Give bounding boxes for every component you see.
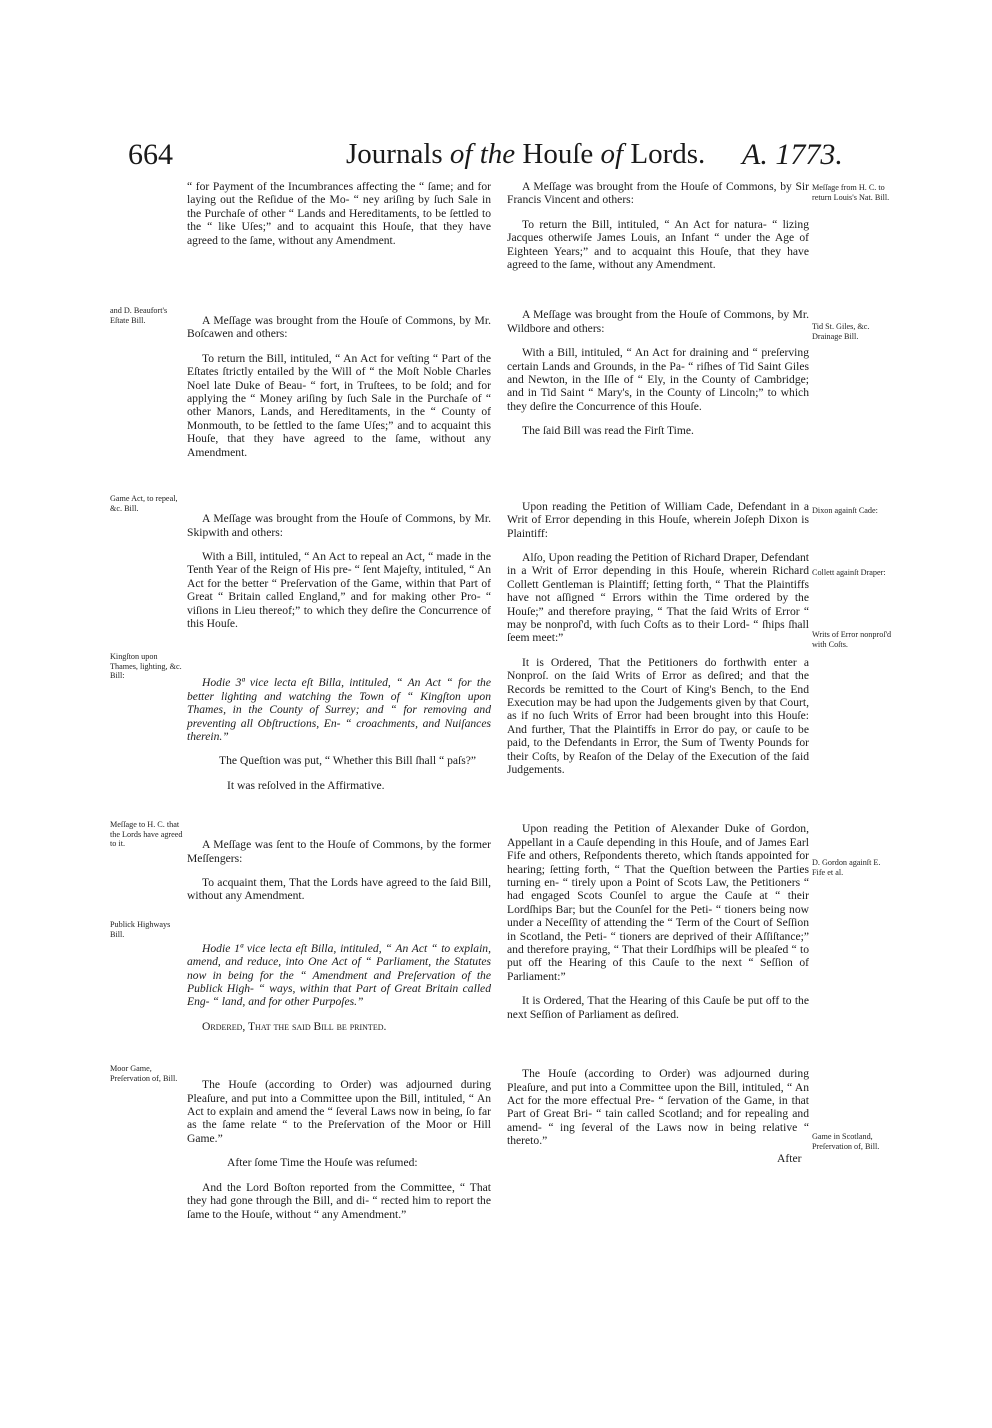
right-column bbox=[507, 180, 809, 1165]
right-b1-p1: A Meſſage was brought from the Houſe of Commons, by Sir Francis Vincent and others: bbox=[507, 180, 809, 207]
left-b3-p2: With a Bill, intituled, “ An Act to repeal an Act, “ made in the Tenth Year of the Reign of His pre- “ ſent Majeſty, intituled, “ An Act for the better “ Preſervation of the Game, within that Part of Great “ Britain called England,” and for making other Pro- “ viſions in Lieu thereof;” to which they deſire the Concurrence of this Houſe. bbox=[187, 549, 491, 630]
right-b2-p1: A Meſſage was brought from the Houſe of Commons, by Mr. Wildbore and others: bbox=[507, 308, 809, 335]
page-title: Journals of the Houſe of Lords. bbox=[346, 138, 706, 170]
right-b5-p1: The Houſe (according to Order) was adjourned during Pleaſure, and put into a Committee upon the Bill, intituled, “ An Act for the more effectual Pre- “ ſervation of the Game, in that Part of Great Bri- “ tain called Scotland; and for repealing and amend- “ ing ſeveral of the Laws now in being relative “ thereto.” bbox=[507, 1067, 809, 1148]
left-b3-p1: A Meſſage was brought from the Houſe of Commons, by Mr. Skipwith and others: bbox=[187, 512, 491, 539]
margin-note-game-act: Game Act, to repeal, &c. Bill. bbox=[110, 494, 178, 513]
page-header bbox=[0, 138, 992, 178]
right-b1-p2: To return the Bill, intituled, “ An Act for natura- “ lizing Jacques otherwiſe James Louis, an Infant “ under the Age of Eighteen Years;” and to acquaint this Houſe, that they have agreed to the ſame, without any Amendment. bbox=[507, 217, 809, 272]
page-year: A. 1773. bbox=[742, 138, 843, 171]
margin-note-collett-draper: Collett againſt Draper: bbox=[812, 568, 886, 577]
page-number: 664 bbox=[128, 138, 173, 171]
left-b6-p1: Hodie 1ª vice lecta eſt Billa, intituled, “ An Act “ to explain, amend, and reduce, into One Act of “ Parliament, the Statutes now in being for the “ Amendment and Preſervation of the Publick High- “ ways, within that Part of Great Britain called Eng- “ land, and for other Purpoſes.” bbox=[187, 941, 491, 1009]
left-b6-p2: Ordered, That the ſaid Bill be printed. bbox=[202, 1019, 387, 1033]
margin-note-highways: Publick Highways Bill. bbox=[110, 920, 171, 939]
margin-note-beaufort: and D. Beaufort's Eſtate Bill. bbox=[110, 306, 168, 325]
left-column bbox=[187, 180, 491, 1232]
margin-note-gordon-fife: D. Gordon againſt E. Fife et al. bbox=[812, 858, 881, 877]
left-b7-p3: And the Lord Boſton reported from the Committee, “ That they had gone through the Bill, and di- “ rected him to report the ſame to the Houſe, without “ any Amendment.” bbox=[187, 1180, 491, 1221]
margin-note-message-hc: Meſſage to H. C. that the Lords have agreed to it. bbox=[110, 820, 183, 848]
margin-note-moor-game: Moor Game, Preſervation of, Bill. bbox=[110, 1064, 178, 1083]
left-b1-p1: “ for Payment of the Incumbrances affecting the “ ſame; and for laying out the Reſidue of the Mo- “ ney ariſing by ſuch Sale in the Purchaſe of other “ Lands and Hereditaments, to be ſettled to the “ like Uſes;” and to acquaint this Houſe, that they have agreed to the ſame, without any Amendment. bbox=[187, 180, 491, 247]
margin-note-writs-error: Writs of Error nonproſ'd with Coſts. bbox=[812, 630, 892, 649]
right-b4-p1: Upon reading the Petition of Alexander Duke of Gordon, Appellant in a Cauſe depending in this Houſe, and of James Earl Fife and others, Reſpondents thereto, which ſtands appointed for hearing; ſetting forth, “ That the Queſtion between the Parties turning en- “ tirely upon a Point of Scots Law, the Petitioners “ had engaged Scots Counſel to argue the Cauſe at “ their Lordſhips Bar; but the Counſel for the Peti- “ tioners being now under a Neceſſity of attending the “ Term of the Court of Seſſion in Scotland, the Peti- “ tioners are deprived of their Aſſiſtance;” and therefore praying, “ That their Lordſhips will be pleaſed “ to put off the Hearing of this Cauſe to the next “ Seſſion of Parliament:” bbox=[507, 822, 809, 983]
right-b2-p2: With a Bill, intituled, “ An Act for draining and “ preſerving certain Lands and Grounds, in the Pa- “ riſhes of Tid Saint Giles and Newton, in the Iſle of “ Ely, in the County of Cambridge; and in Tid Saint “ Mary's, in the County of Lincoln;” to which they deſire the Concurrence of this Houſe. bbox=[507, 346, 809, 413]
left-b7-p2: After ſome Time the Houſe was reſumed: bbox=[227, 1156, 418, 1170]
right-b3-p1: Upon reading the Petition of William Cade, Defendant in a Writ of Error depending in this Houſe, wherein Joſeph Dixon is Plaintiff: bbox=[507, 499, 809, 540]
left-b2-p2: To return the Bill, intituled, “ An Act for veſting “ Part of the Eſtates ſtrictly entailed by the Will of “ the Moſt Noble Charles Noel late Duke of Beau- “ fort, in Truſtees, to be ſold; and for applying the “ Money ariſing by ſuch Sale in the Purchaſe of “ other Manors, Lands, and Hereditaments, in the “ County of Monmouth, to be ſettled to the ſame Uſes;” and to acquaint this Houſe, that they have agreed to the ſame, without any Amendment. bbox=[187, 351, 491, 459]
left-b5-p2: To acquaint them, That the Lords have agreed to the ſaid Bill, without any Amendment. bbox=[187, 876, 491, 903]
right-b3-p2: Alſo, Upon reading the Petition of Richard Draper, Defendant in a Writ of Error depending in this Houſe, wherein Richard Collett Gentleman is Plaintiff; ſetting forth, “ That the Plaintiffs have not aſſigned “ Errors within the Time ordered by the Houſe;” and therefore praying, “ That the ſaid Writs of Error “ may be nonproſ'd, with ſuch Coſts as to their Lord- “ ſhips ſhall ſeem meet:” bbox=[507, 550, 809, 645]
margin-note-game-scotland: Game in Scotland, Preſervation of, Bill. bbox=[812, 1132, 880, 1151]
left-b4-p2: The Queſtion was put, “ Whether this Bill ſhall “ paſs?” bbox=[219, 754, 477, 768]
left-b7-p1: The Houſe (according to Order) was adjourned during Pleaſure, and put into a Committee upon the Bill, intituled, “ An Act to explain and amend the “ ſeveral Laws now in being, ſo far as the ſame relate “ to the Preſervation of the Moor or Hill Game.” bbox=[187, 1078, 491, 1145]
left-b2-p1: A Meſſage was brought from the Houſe of Commons, by Mr. Boſcawen and others: bbox=[187, 314, 491, 341]
margin-note-dixon-cade: Dixon againſt Cade: bbox=[812, 506, 878, 515]
margin-note-tid-st-giles: Tid St. Giles, &c. Drainage Bill. bbox=[812, 322, 870, 341]
left-b4-p3: It was reſolved in the Affirmative. bbox=[227, 778, 385, 792]
right-b4-p2: It is Ordered, That the Hearing of this Cauſe be put off to the next Seſſion of Parliament as deſired. bbox=[507, 994, 809, 1021]
left-b4-p1: Hodie 3ª vice lecta eſt Billa, intituled, “ An Act “ for the better lighting and watching the Town of “ Kingſton upon Thames, in the County of Surrey; and “ for removing and preventing all Obſtructions, En- “ croachments, and Nuiſances therein.” bbox=[187, 676, 491, 743]
catchword: After bbox=[777, 1151, 802, 1165]
left-b5-p1: A Meſſage was ſent to the Houſe of Commons, by the former Meſſengers: bbox=[187, 838, 491, 865]
margin-note-kingston: Kingſton upon Thames, lighting, &c. Bill: bbox=[110, 652, 182, 680]
right-b2-p3: The ſaid Bill was read the Firſt Time. bbox=[522, 424, 694, 438]
right-b3-p3: It is Ordered, That the Petitioners do forthwith enter a Nonproſ. on the ſaid Writs of Error as deſired; and that the Records be remitted to the Court of King's Bench, to the End Execution may be had upon the Judgements given by that Court, as if no ſuch Writs of Error had been brought into this Houſe: And further, That the Plaintiffs in Error do pay, or cauſe to be paid, to the Defendants in Error, the Sum of Twenty Pounds for their Coſts, by Reaſon of the Delay of the Execution of the ſaid Judgements. bbox=[507, 655, 809, 776]
margin-note-louis: Meſſage from H. C. to return Louis's Nat. Bill. bbox=[812, 183, 890, 202]
